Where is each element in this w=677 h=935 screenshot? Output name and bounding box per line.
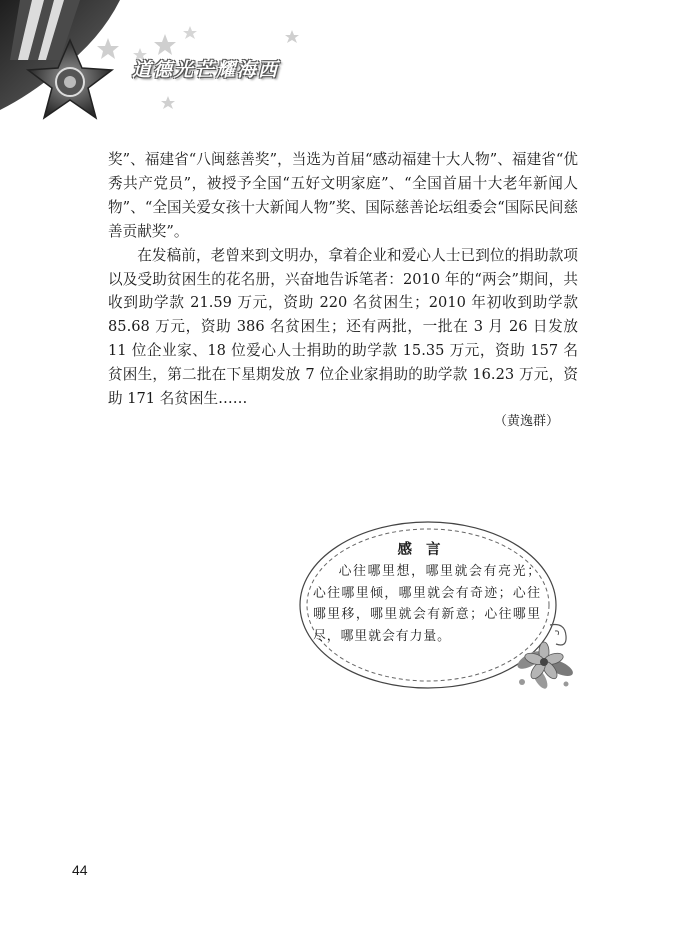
- article-body: [108, 148, 578, 411]
- section-header: [0, 0, 330, 130]
- flower-decoration-icon: [510, 620, 580, 695]
- article-paragraph: 奖”、福建省“八闽慈善奖”，当选为首届“感动福建十大人物”、福建省“优秀共产党员”，被授予全国“五好文明家庭”、“全国首届十大老年新闻人物”、“全国关爱女孩十大新闻人物”奖、国际慈善论坛组委会“国际民间慈善贡献奖”。: [108, 151, 578, 240]
- page-number: 44: [72, 862, 88, 878]
- section-title: 道德光芒耀海西: [132, 59, 280, 81]
- reflection-text: 心往哪里想，哪里就会有亮光；心往哪里倾，哪里就会有奇迹；心往哪里移，哪里就会有新意；心往哪里尽，哪里就会有力量。: [313, 564, 541, 644]
- reflection-title: 感言: [397, 542, 455, 558]
- article-paragraph: 在发稿前，老曾来到文明办，拿着企业和爱心人士已到位的捐助款项以及受助贫困生的花名册，兴奋地告诉笔者：2010 年的“两会”期间，共收到助学款 21.59 万元，资助 220 名贫困生；2010 年初收到助学款 85.68 万元，资助 386 名贫困生；还有两批，一批在 3 月 26 日发放 11 位企业家、18 位爱心人士捐助的助学款 15.35 万元，资助 157 名贫困生，第二批在下星期发放 7 位企业家捐助的助学款 16.23 万元，资助 171 名贫困生……: [108, 246, 578, 408]
- article-author: （黄逸群）: [494, 414, 560, 429]
